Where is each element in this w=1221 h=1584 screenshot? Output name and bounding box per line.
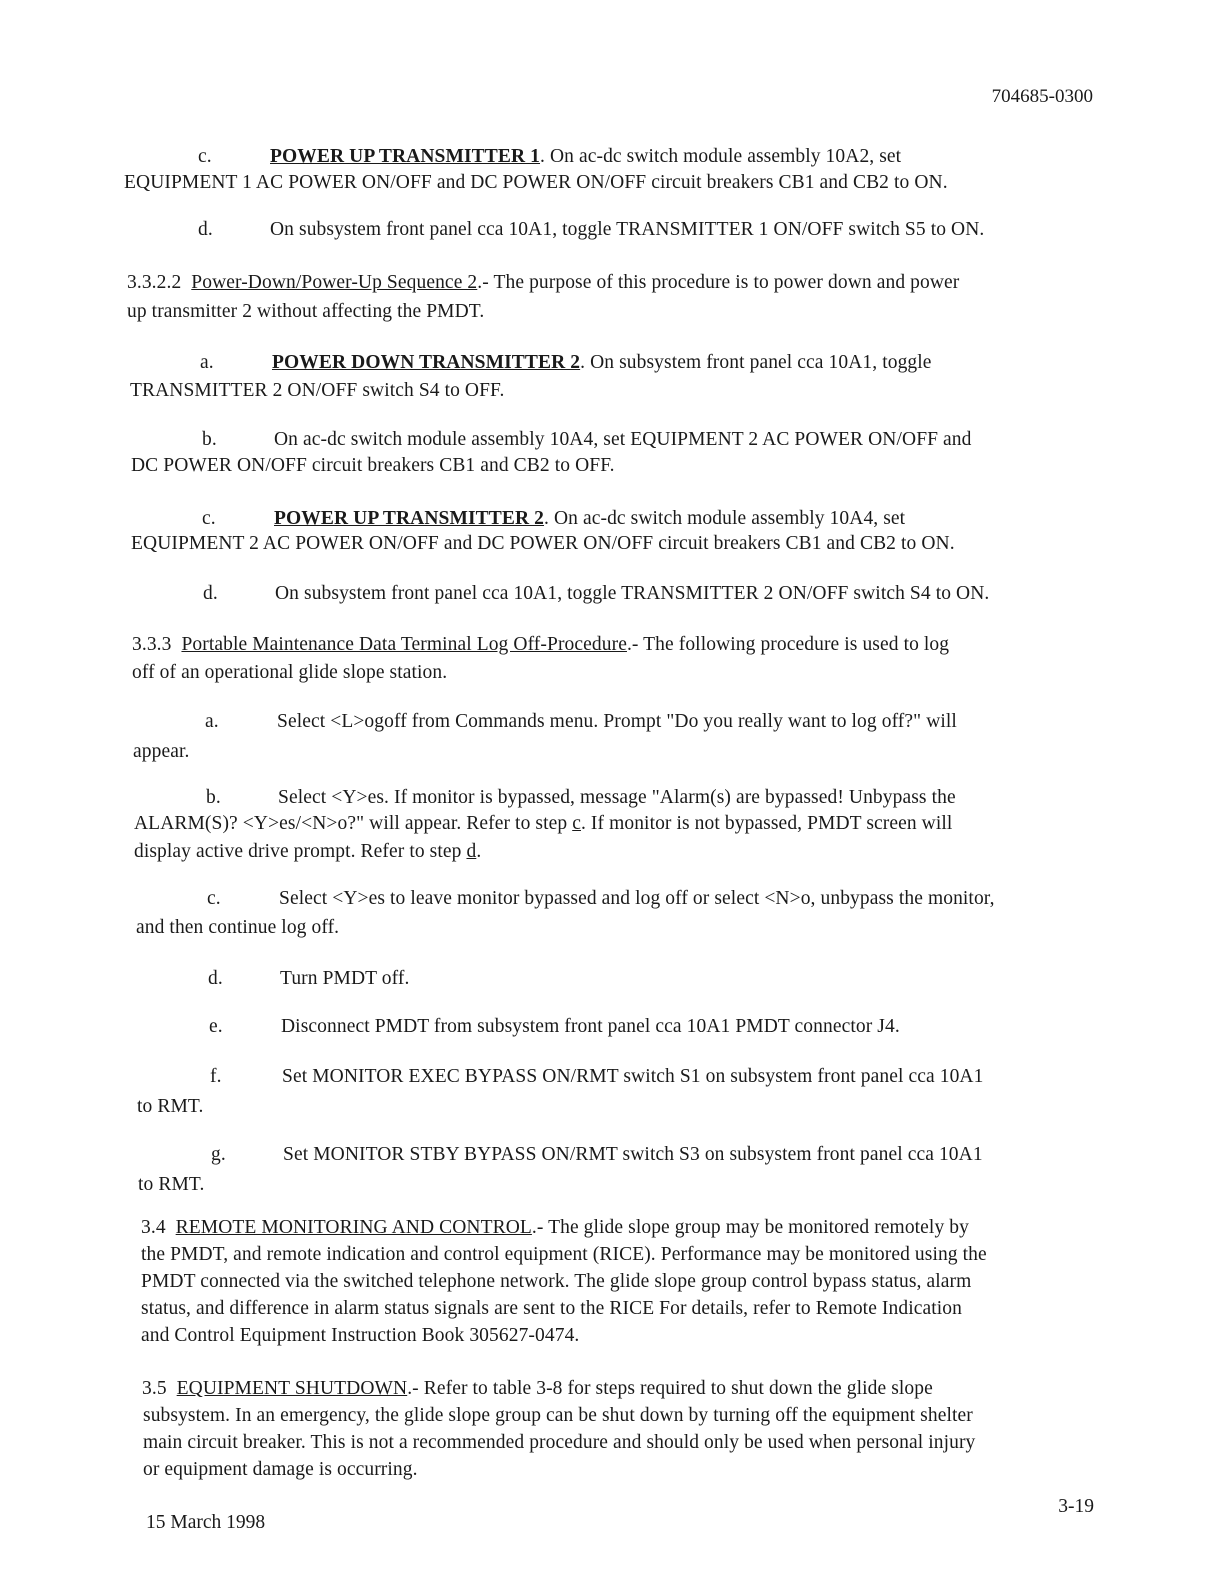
item-marker: a. bbox=[205, 711, 219, 732]
section-number: 3.3.3 bbox=[132, 634, 172, 655]
section-title: Portable Maintenance Data Terminal Log Off-Procedure bbox=[181, 634, 627, 655]
step-reference: d bbox=[466, 841, 477, 862]
item-c2-line2: EQUIPMENT 2 AC POWER ON/OFF and DC POWER ON/OFF circuit breakers CB1 and CB2 to ON. bbox=[131, 533, 955, 554]
item-d3-line1 bbox=[208, 968, 409, 990]
item-d1-line1 bbox=[198, 219, 984, 241]
item-text: ALARM(S)? <Y>es/<N>o?" will appear. Refer to step bbox=[134, 813, 573, 834]
item-text: . On ac-dc switch module assembly 10A2, set bbox=[540, 146, 902, 167]
section-title: EQUIPMENT SHUTDOWN bbox=[176, 1378, 408, 1399]
section-333-line2: off of an operational glide slope station. bbox=[132, 662, 448, 683]
section-number: 3.4 bbox=[141, 1217, 166, 1238]
item-g3-line1 bbox=[211, 1144, 983, 1166]
item-a2-line2: TRANSMITTER 2 ON/OFF switch S4 to OFF. bbox=[130, 380, 505, 401]
item-c2-line1 bbox=[202, 508, 905, 530]
item-marker: e. bbox=[209, 1016, 223, 1037]
section-34-line2: the PMDT, and remote indication and control equipment (RICE). Performance may be monitored using the bbox=[141, 1244, 987, 1265]
footer-page-number: 3-19 bbox=[1058, 1496, 1094, 1517]
section-3322-line1 bbox=[127, 272, 959, 294]
section-35-line3: main circuit breaker. This is not a recommended procedure and should only be used when personal injury bbox=[143, 1432, 976, 1453]
item-marker: d. bbox=[198, 219, 213, 240]
item-marker: c. bbox=[207, 888, 221, 909]
item-text: Set MONITOR STBY BYPASS ON/RMT switch S3 on subsystem front panel cca 10A1 bbox=[283, 1144, 983, 1165]
item-text: . On ac-dc switch module assembly 10A4, set bbox=[544, 508, 906, 529]
section-text: .- The following procedure is used to log bbox=[626, 634, 950, 655]
item-text: . On subsystem front panel cca 10A1, toggle bbox=[580, 352, 932, 373]
item-b2-line2: DC POWER ON/OFF circuit breakers CB1 and CB2 to OFF. bbox=[131, 455, 615, 476]
item-text: Select <Y>es to leave monitor bypassed and log off or select <N>o, unbypass the monitor, bbox=[279, 888, 995, 909]
footer-date: 15 March 1998 bbox=[146, 1512, 266, 1533]
section-text: .- The purpose of this procedure is to power down and power bbox=[477, 272, 960, 293]
item-a3-line2: appear. bbox=[133, 741, 190, 762]
item-text: Select <L>ogoff from Commands menu. Prompt "Do you really want to log off?" will bbox=[277, 711, 957, 732]
item-c1-line2: EQUIPMENT 1 AC POWER ON/OFF and DC POWER ON/OFF circuit breakers CB1 and CB2 to ON. bbox=[124, 172, 948, 193]
item-marker: g. bbox=[211, 1144, 226, 1165]
item-marker: a. bbox=[200, 352, 214, 373]
item-d2-line1 bbox=[203, 583, 989, 605]
section-35-line1 bbox=[142, 1378, 933, 1400]
section-title: Power-Down/Power-Up Sequence 2 bbox=[191, 272, 478, 293]
item-marker: c. bbox=[202, 508, 216, 529]
section-34-line4: status, and difference in alarm status signals are sent to the RICE For details, refer to Remote Indication bbox=[141, 1298, 962, 1319]
section-text: .- Refer to table 3-8 for steps required to shut down the glide slope bbox=[407, 1378, 933, 1399]
item-marker: c. bbox=[198, 146, 212, 167]
item-text: . If monitor is not bypassed, PMDT screen will bbox=[580, 813, 953, 834]
item-marker: f. bbox=[210, 1066, 222, 1087]
item-heading: POWER DOWN TRANSMITTER 2 bbox=[272, 352, 581, 373]
section-35-line2: subsystem. In an emergency, the glide slope group can be shut down by turning off the equipment shelter bbox=[143, 1405, 973, 1426]
item-marker: d. bbox=[208, 968, 223, 989]
section-34-line3: PMDT connected via the switched telephone network. The glide slope group control bypass status, alarm bbox=[141, 1271, 972, 1292]
item-c3-line1 bbox=[207, 888, 995, 910]
section-333-line1 bbox=[132, 634, 949, 656]
item-text: Turn PMDT off. bbox=[280, 968, 410, 989]
section-34-line1 bbox=[141, 1217, 969, 1239]
item-text: Set MONITOR EXEC BYPASS ON/RMT switch S1 on subsystem front panel cca 10A1 bbox=[282, 1066, 984, 1087]
item-marker: d. bbox=[203, 583, 218, 604]
section-34-line5: and Control Equipment Instruction Book 305627-0474. bbox=[141, 1325, 580, 1346]
item-heading: POWER UP TRANSMITTER 1 bbox=[270, 146, 541, 167]
item-heading: POWER UP TRANSMITTER 2 bbox=[274, 508, 545, 529]
item-c1-line1 bbox=[198, 146, 901, 168]
item-text: display active drive prompt. Refer to step bbox=[134, 841, 467, 862]
section-text: .- The glide slope group may be monitored remotely by bbox=[531, 1217, 969, 1238]
section-title: REMOTE MONITORING AND CONTROL bbox=[175, 1217, 532, 1238]
section-35-line4: or equipment damage is occurring. bbox=[143, 1459, 418, 1480]
item-f3-line1 bbox=[210, 1066, 983, 1088]
item-b3-line3 bbox=[134, 841, 481, 863]
section-number: 3.5 bbox=[142, 1378, 167, 1399]
section-3322-line2: up transmitter 2 without affecting the PMDT. bbox=[127, 301, 485, 322]
item-b3-line1 bbox=[206, 787, 956, 809]
document-number: 704685-0300 bbox=[991, 86, 1093, 107]
item-text: . bbox=[476, 841, 482, 862]
step-reference: c bbox=[572, 813, 581, 834]
item-text: Select <Y>es. If monitor is bypassed, message "Alarm(s) are bypassed! Unbypass the bbox=[278, 787, 956, 808]
item-f3-line2: to RMT. bbox=[137, 1096, 204, 1117]
item-c3-line2: and then continue log off. bbox=[136, 917, 340, 938]
item-g3-line2: to RMT. bbox=[138, 1174, 205, 1195]
item-text: On subsystem front panel cca 10A1, toggle TRANSMITTER 2 ON/OFF switch S4 to ON. bbox=[275, 583, 990, 604]
item-b2-line1 bbox=[202, 429, 972, 451]
item-a2-line1 bbox=[200, 352, 932, 374]
section-number: 3.3.2.2 bbox=[127, 272, 182, 293]
item-text: On subsystem front panel cca 10A1, toggle TRANSMITTER 1 ON/OFF switch S5 to ON. bbox=[270, 219, 985, 240]
item-b3-line2 bbox=[134, 813, 952, 835]
item-text: Disconnect PMDT from subsystem front panel cca 10A1 PMDT connector J4. bbox=[281, 1016, 900, 1037]
item-a3-line1 bbox=[205, 711, 957, 733]
item-marker: b. bbox=[206, 787, 221, 808]
item-marker: b. bbox=[202, 429, 217, 450]
item-text: On ac-dc switch module assembly 10A4, set EQUIPMENT 2 AC POWER ON/OFF and bbox=[274, 429, 972, 450]
item-e3-line1 bbox=[209, 1016, 900, 1038]
